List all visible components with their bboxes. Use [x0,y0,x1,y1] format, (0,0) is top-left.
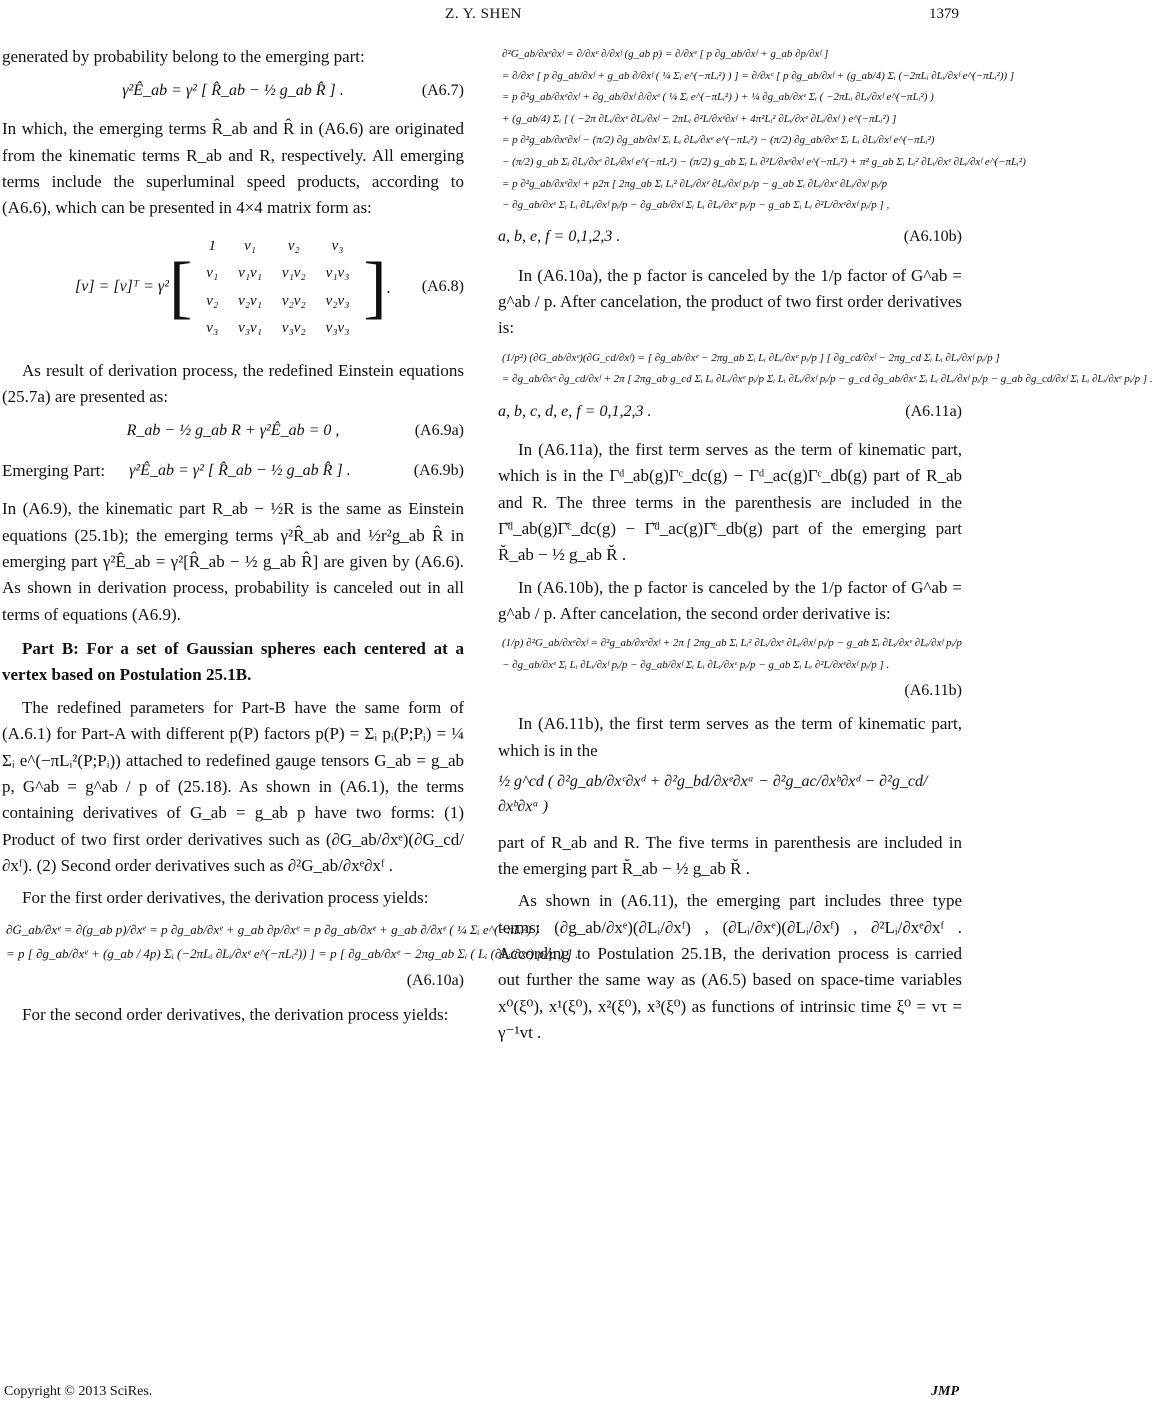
paragraph: In (A6.9), the kinematic part R_ab − ½R is the same as Einstein equations (25.1b); the emerging terms γ²R̂_ab and ½r²g_ab R̂ in emerging part γ²Ê_ab = γ²[R̂_ab − ½ g_ab R̂] are given by (A6.6). As shown in derivation process, probability is canceled out in all terms of equations (A6.9). [2,499,464,624]
matrix-cell: v₂v₁ [238,292,262,309]
paragraph: The redefined parameters for Part-B have the same form of (A.6.1) for Part-A with different p(P) factors p(P) = Σᵢ pᵢ(P;Pᵢ) = ¼ Σᵢ e^(−πLᵢ²(P;Pᵢ)) attached to redefined gauge tensors G_ab = g_ab p, G^ab = g^ab / p of (25.18). As shown in (A6.1), the terms containing derivatives of G_ab = g_ab p have two forms: (1) Product of two first order derivatives such as (∂G_ab/∂xᵉ)(∂G_cd/∂xᶠ). (2) Second order derivatives such as ∂²G_ab/∂xᵉ∂xᶠ . [2,697,464,875]
paragraph: generated by probability belong to the emerging part: [2,47,365,66]
matrix-cell: v₃v₁ [238,319,262,336]
author-running-head: Z. Y. SHEN [445,6,522,22]
equation-label: (A6.11a) [905,402,962,420]
matrix-cell: v₃ [206,319,219,336]
left-bracket: [ [168,248,193,326]
equation-body: ½ g^cd ( ∂²g_ab/∂xᶜ∂xᵈ + ∂²g_bd/∂xᵉ∂xᵃ − ∂²g_ac/∂xᵇ∂xᵈ − ∂²g_cd/∂xᵇ∂xᵃ ) [498,773,928,815]
paragraph: As result of derivation process, the redefined Einstein equations (25.7a) are presented as: [2,360,464,407]
equation-line: = ∂/∂xᵉ [ p ∂g_ab/∂xᶠ + g_ab ∂/∂xᶠ ( ¼ Σᵢ e^(−πLᵢ²) ) ] = ∂/∂xᵉ [ p ∂g_ab/∂xᶠ + (g_ab/4) Σᵢ (−2πLᵢ ∂Lᵢ/∂xᶠ e^(−πLᵢ²)) ] [498,66,962,88]
equation-body: γ²Ê_ab = γ² [ R̂_ab − ½ g_ab R̂ ] . [129,462,351,479]
equation-line: = p ∂²g_ab/∂xᵉ∂xᶠ − (π/2) ∂g_ab/∂xᶠ Σᵢ Lᵢ ∂Lᵢ/∂xᵉ e^(−πLᵢ²) − (π/2) ∂g_ab/∂xᵉ Σᵢ Lᵢ ∂Lᵢ/∂xᶠ e^(−πLᵢ²) [498,130,962,152]
matrix-cell: v₁ [244,238,256,255]
matrix-lhs: [v] = [v]ᵀ = γ² [75,278,169,296]
equation-a6-11a-indices [498,397,962,427]
matrix-row [196,288,359,315]
matrix-period: . [386,277,391,297]
equation-a6-9b [2,456,464,486]
journal-abbreviation: JMP [931,1384,959,1399]
equation-line: − ∂g_ab/∂xᵉ Σᵢ Lᵢ ∂Lᵢ/∂xᶠ pᵢ/p − ∂g_ab/∂xᶠ Σᵢ Lᵢ ∂Lᵢ/∂xᵉ pᵢ/p − g_ab Σᵢ Lᵢ ∂²L/∂xᵉ∂xᶠ pᵢ/p ] . [498,655,962,677]
matrix-cell: v₂ [206,292,219,309]
matrix-cell: v₁v₂ [281,265,306,282]
paragraph: For the first order derivatives, the derivation process yields: [22,888,429,908]
paragraph: part of R_ab and R. The five terms in parenthesis are included in the emerging part R̆_ab − ½ g_ab R̆ . [498,832,962,878]
index-range: a, b, c, d, e, f = 0,1,2,3 . [498,402,652,420]
matrix-row [196,260,359,287]
emerging-part-label: Emerging Part: [2,461,106,481]
matrix-cell: v₃ [331,238,344,255]
equation-label: (A6.9a) [414,422,464,439]
equation-line: = ∂g_ab/∂xᵉ ∂g_cd/∂xᶠ + 2π [ 2πg_ab g_cd Σᵢ Lᵢ ∂Lᵢ/∂xᵉ pᵢ/p Σᵢ Lᵢ ∂Lᵢ/∂xᶠ pᵢ/p − g_cd ∂g_ab/∂xᵉ Σᵢ Lᵢ ∂Lᵢ/∂xᶠ pᵢ/p − g_ab ∂g_cd/∂xᶠ Σᵢ Lᵢ ∂Lᵢ/∂xᵉ pᵢ/p ] . [498,369,962,391]
equation-label: (A6.11b) [904,681,962,699]
paragraph: For the second order derivatives, the derivation process yields: [22,1004,449,1024]
page-number: 1379 [929,6,959,22]
index-range: a, b, e, f = 0,1,2,3 . [498,228,621,246]
equation-a6-11b [498,633,962,676]
velocity-matrix [75,233,391,342]
equation-label: (A6.9b) [413,462,464,479]
equation-a6-10b [498,44,1026,217]
right-bracket: ] [363,248,387,326]
equation-label: (A6.7) [421,81,464,99]
paragraph: In (A6.11a), the first term serves as the term of kinematic part, which is in the Γᵈ_ab(g)Γᶜ_dc(g) − Γᵈ_ac(g)Γᶜ_db(g) part of R_ab and R. The three terms in the parenthesis are included in the Γ̆ᵈ_ab(g)Γ̆ᶜ_dc(g) − Γ̆ᵈ_ac(g)Γ̆ᶜ_db(g) part of the emerging part R̆_ab − ½ g_ab R̆ . [498,439,962,565]
matrix-cell: 1 [208,238,216,255]
paragraph: In (A6.10a), the p factor is canceled by the 1/p factor of G^ab = g^ab / p. After cancelation, the product of two first order derivatives is: [498,265,962,338]
equation-a6-11a [498,348,1153,391]
equation-line: ∂²G_ab/∂xᵉ∂xᶠ = ∂/∂xᵉ ∂/∂xᶠ (g_ab p) = ∂/∂xᵉ [ p ∂g_ab/∂xᶠ + g_ab ∂p/∂xᶠ ] [498,44,962,66]
section-heading-part-b: Part B: For a set of Gaussian spheres each centered at a vertex based on Postulation 25.1B. [2,639,464,685]
equation-a6-7 [2,76,464,106]
paragraph: In (A6.11b), the first term serves as the term of kinematic part, which is in the [498,714,962,760]
equation-line: = p ∂²g_ab/∂xᵉ∂xᶠ + p2π [ 2πg_ab Σᵢ Lᵢ² ∂Lᵢ/∂xᵉ ∂Lᵢ/∂xᶠ pᵢ/p − g_ab Σᵢ ∂Lᵢ/∂xᵉ ∂Lᵢ/∂xᶠ pᵢ/p [498,174,962,196]
paragraph: In (A6.10b), the p factor is canceled by the 1/p factor of G^ab = g^ab / p. After cancelation, the second order derivative is: [498,577,962,624]
equation-body: R_ab − ½ g_ab R + γ²Ê_ab = 0 , [126,422,340,439]
right-column [498,44,1153,1052]
matrix-cell: v₁v₁ [238,265,262,282]
matrix-table [196,233,359,342]
equation-a6-10a-line: = p [ ∂g_ab/∂xᵉ + (g_ab / 4p) Σᵢ (−2πLᵢ ∂Lᵢ/∂xᵉ e^(−πLᵢ²)) ] = p [ ∂g_ab/∂xᵉ − 2πg_ab Σᵢ ( Lᵢ (∂Lᵢ/∂xᵉ) pᵢ/p ) ] . [2,942,464,967]
matrix-cell: v₁ [206,265,219,282]
copyright-notice: Copyright © 2013 SciRes. [4,1384,153,1399]
paragraph: As shown in (A6.11), the emerging part includes three type terms: (∂g_ab/∂xᵉ)(∂Lᵢ/∂xᶠ) , (∂Lᵢ/∂xᵉ)(∂Lᵢ/∂xᶠ) , ∂²Lᵢ/∂xᵉ∂xᶠ . According to Postulation 25.1B, the derivation process is carried out further the same way as (A6.5) based on space-time variables x⁰(ξ⁰), x¹(ξ⁰), x²(ξ⁰), x³(ξ⁰) as functions of intrinsic time ξ⁰ = vτ = γ⁻¹vt . [498,891,962,1043]
equation-a6-8 [2,228,464,348]
paragraph: In which, the emerging terms R̂_ab and R̂ in (A6.6) are originated from the kinematic terms R_ab and R, respectively. All emerging terms include the superluminal speed products, according to (A6.6), which can be presented in 4×4 matrix form as: [2,119,464,218]
equation-label: (A6.10b) [903,228,962,246]
matrix-cell: v₃v₃ [325,319,350,336]
equation-line: − ∂g_ab/∂xᵉ Σᵢ Lᵢ ∂Lᵢ/∂xᶠ pᵢ/p − ∂g_ab/∂xᶠ Σᵢ Lᵢ ∂Lᵢ/∂xᵉ pᵢ/p − g_ab Σᵢ Lᵢ ∂²L/∂xᵉ∂xᶠ pᵢ/p ] , [498,195,962,217]
matrix-cell: v₂ [287,238,300,255]
equation-label: (A6.10a) [406,972,464,990]
equation-line: + (g_ab/4) Σᵢ [ ( −2π ∂Lᵢ/∂xᵉ ∂Lᵢ/∂xᶠ − 2πLᵢ ∂²L/∂xᵉ∂xᶠ + 4π²Lᵢ² ∂Lᵢ/∂xᵉ ∂Lᵢ/∂xᶠ ) e^(−πLᵢ²) ] [498,109,962,131]
equation-label: (A6.8) [421,278,464,296]
kinematic-term-equation [498,770,962,820]
matrix-cell: v₃v₂ [281,319,306,336]
matrix-row [196,233,359,260]
equation-a6-9a [2,416,464,446]
page-footer [0,1384,967,1408]
equation-line: (1/p) ∂²G_ab/∂xᵉ∂xᶠ = ∂²g_ab/∂xᵉ∂xᶠ + 2π [ 2πg_ab Σᵢ Lᵢ² ∂Lᵢ/∂xᵉ ∂Lᵢ/∂xᶠ pᵢ/p − g_ab Σᵢ ∂Lᵢ/∂xᵉ ∂Lᵢ/∂xᶠ pᵢ/p [498,633,962,655]
matrix-cell: v₂v₃ [325,292,350,309]
equation-line: − (π/2) g_ab Σᵢ ∂Lᵢ/∂xᵉ ∂Lᵢ/∂xᶠ e^(−πLᵢ²) − (π/2) g_ab Σᵢ Lᵢ ∂²L/∂xᵉ∂xᶠ e^(−πLᵢ²) + π² g_ab Σᵢ Lᵢ² ∂Lᵢ/∂xᵉ ∂Lᵢ/∂xᶠ e^(−πLᵢ²) [498,152,962,174]
equation-line: (1/p²) (∂G_ab/∂xᵉ)(∂G_cd/∂xᶠ) = [ ∂g_ab/∂xᵉ − 2πg_ab Σᵢ Lᵢ ∂Lᵢ/∂xᵉ pᵢ/p ] [ ∂g_cd/∂xᶠ − 2πg_cd Σᵢ Lᵢ ∂Lᵢ/∂xᶠ pᵢ/p ] [498,348,962,370]
equation-a6-10b-indices [498,223,962,253]
equation-body: γ²Ê_ab = γ² [ R̂_ab − ½ g_ab R̂ ] . [122,81,344,99]
matrix-row [196,315,359,342]
equation-a6-10a-line: ∂G_ab/∂xᵉ = ∂(g_ab p)/∂xᵉ = p ∂g_ab/∂xᵉ + g_ab ∂p/∂xᵉ = p ∂g_ab/∂xᵉ + g_ab ∂/∂xᵉ ( ¼ Σᵢ e^(−πLᵢ²) ) [2,918,464,943]
matrix-cell: v₁v₃ [325,265,350,282]
matrix-cell: v₂v₂ [281,292,306,309]
page-header [0,6,967,34]
equation-line: = p ∂²g_ab/∂xᵉ∂xᶠ + ∂g_ab/∂xᶠ ∂/∂xᵉ ( ¼ Σᵢ e^(−πLᵢ²) ) + ¼ ∂g_ab/∂xᵉ Σᵢ ( −2πLᵢ ∂Lᵢ/∂xᶠ e^(−πLᵢ²) ) [498,87,962,109]
